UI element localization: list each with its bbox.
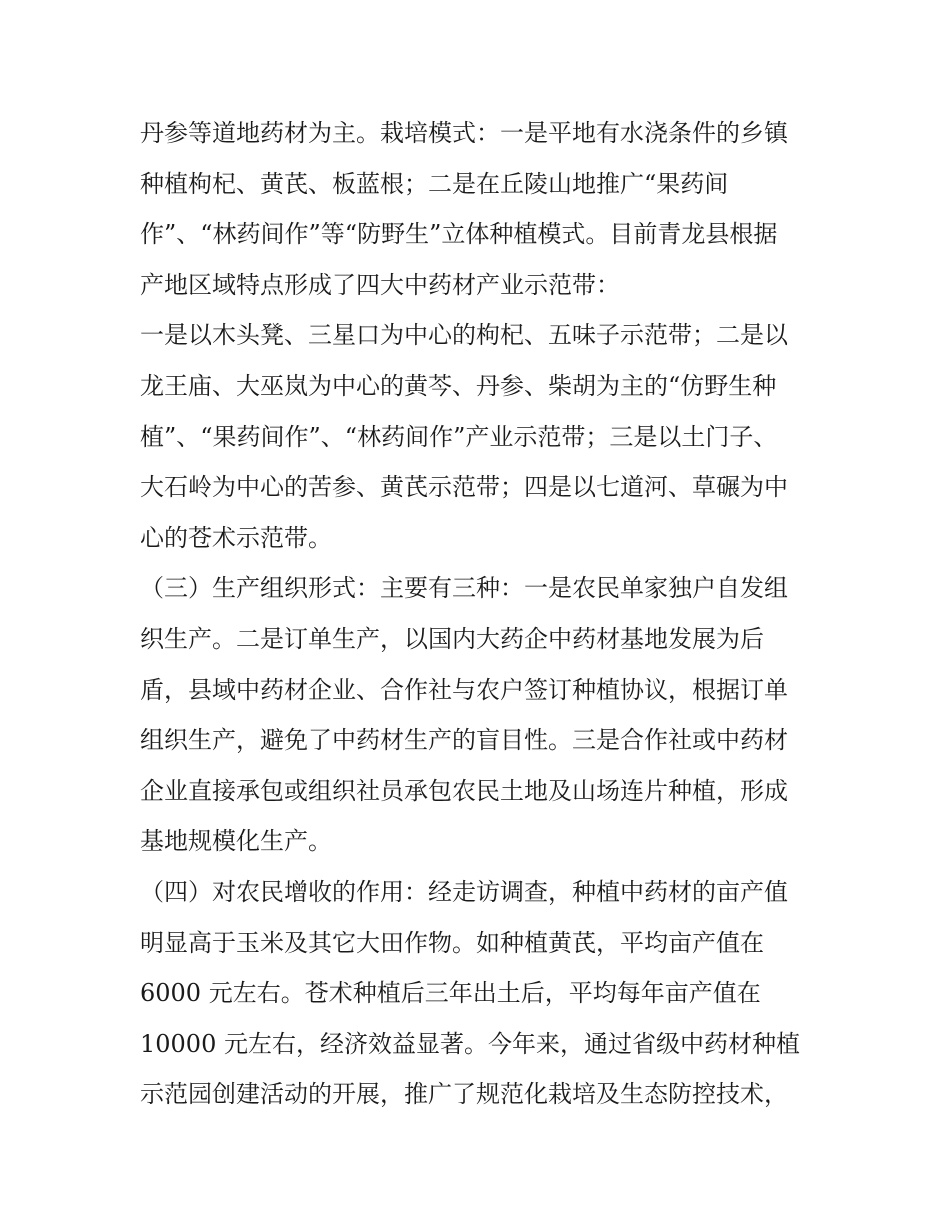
- text-line: 丹参等道地药材为主。栽培模式：一是平地有水浇条件的乡镇: [140, 119, 788, 147]
- text-line: 10000 元左右，经济效益显著。今年来，通过省级中药材种植: [140, 1029, 800, 1058]
- text-line: 大石岭为中心的苦参、黄芪示范带；四是以七道河、草碾为中: [140, 473, 788, 502]
- text-line: 示范园创建活动的开展，推广了规范化栽培及生态防控技术，: [140, 1080, 788, 1109]
- text-line: 产地区域特点形成了四大中药材产业示范带：: [140, 270, 620, 299]
- text-line: 6000 元左右。苍术种植后三年出土后，平均每年亩产值在: [140, 979, 761, 1008]
- text-line: （四）对农民增收的作用：经走访调查，种植中药材的亩产值: [140, 877, 788, 906]
- text-line: 种植枸杞、黄芪、板蓝根；二是在丘陵山地推广“果药间: [140, 169, 729, 198]
- text-line: 组织生产，避免了中药材生产的盲目性。三是合作社或中药材: [140, 726, 788, 755]
- text-line: （三）生产组织形式：主要有三种：一是农民单家独户自发组: [140, 574, 788, 603]
- text-line: 作”、“林药间作”等“防野生”立体种植模式。目前青龙县根据: [140, 220, 778, 249]
- text-line: 基地规模化生产。: [140, 827, 332, 856]
- text-line: 龙王庙、大巫岚为中心的黄芩、丹参、柴胡为主的“仿野生种: [140, 371, 777, 400]
- text-line: 企业直接承包或组织社员承包农民土地及山场连片种植，形成: [140, 776, 788, 805]
- body-text: [140, 108, 820, 1120]
- text-line: 明显高于玉米及其它大田作物。如种植黄芪，平均亩产值在: [140, 928, 764, 957]
- text-line: 织生产。二是订单生产，以国内大药企中药材基地发展为后: [140, 624, 764, 653]
- text-line: 盾，县域中药材企业、合作社与农户签订种植协议，根据订单: [140, 675, 788, 704]
- text-line: 一是以木头凳、三星口为中心的枸杞、五味子示范带；二是以: [140, 321, 788, 350]
- text-line: 植”、“果药间作”、“林药间作”产业示范带；三是以土门子、: [140, 422, 778, 451]
- text-line: 心的苍术示范带。: [140, 523, 332, 552]
